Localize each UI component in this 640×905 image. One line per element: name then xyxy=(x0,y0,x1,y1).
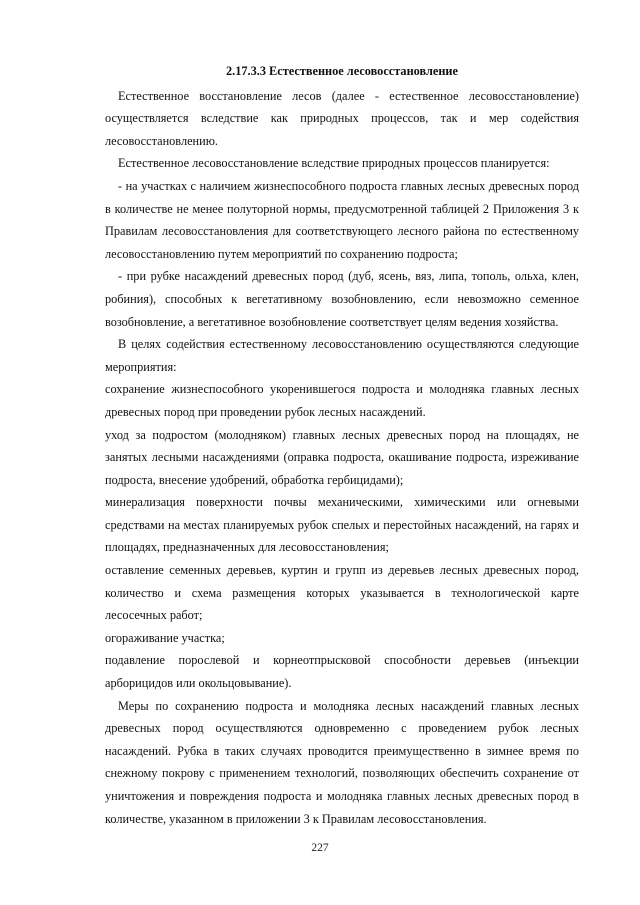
paragraph: огораживание участка; xyxy=(105,630,225,645)
paragraph: - при рубке насаждений древесных пород (дуб, ясень, вяз, липа, тополь, ольха, клен, робиния), способных к вегетативному возобновлению, если невозможно семенное возобновление, а вегетативное возобновление соответствует целям ведения хозяйства. xyxy=(105,269,579,329)
paragraph: уход за подростом (молодняком) главных лесных древесных пород на площадях, не занятых лесными насаждениями (оправка подроста, окашивание подроста, изреживание подроста, внесение удобрений, обработка гербицидами); xyxy=(105,427,579,487)
paragraph: подавление порослевой и корнеотпрысковой способности деревьев (инъекции арборицидов или окольцовывание). xyxy=(105,653,579,691)
page-number: 227 xyxy=(311,842,329,854)
paragraph: В целях содействия естественному лесовосстановлению осуществляются следующие мероприятия: xyxy=(105,337,579,374)
paragraph: - на участках с наличием жизнеспособного подроста главных лесных древесных пород в количестве не менее полуторной нормы, предусмотренной таблицей 2 Приложения 3 к Правилам лесовосстановления для соответствующего лесного района по естественному лесовосстановлению путем мероприятий по сохранению подроста; xyxy=(105,178,579,261)
document-page xyxy=(105,60,579,830)
paragraph: Естественное восстановление лесов (далее - естественное лесовосстановление) осуществляется вследствие как природных процессов, так и мер содействия лесовосстановлению. xyxy=(105,88,579,148)
paragraph: оставление семенных деревьев, куртин и групп из деревьев лесных древесных пород, количество и схема размещения которых указывается в технологической карте лесосечных работ; xyxy=(105,563,579,623)
section-heading: 2.17.3.3 Естественное лесовосстановление xyxy=(226,64,458,78)
paragraph: Меры по сохранению подроста и молодняка лесных насаждений главных лесных древесных пород осуществляются одновременно с проведением рубок лесных насаждений. Рубка в таких случаях проводится преимущественно в зимнее время по снежному покрову с применением технологий, позволяющих обеспечить сохранение от уничтожения и повреждения подроста и молодняка главных лесных древесных пород в количестве, указанном в приложении 3 к Правилам лесовосстановления. xyxy=(105,698,579,826)
paragraph: минерализация поверхности почвы механическими, химическими или огневыми средствами на местах планируемых рубок спелых и перестойных насаждений, на гарях и площадях, предназначенных для лесовосстановления; xyxy=(105,495,579,555)
paragraph: сохранение жизнеспособного укоренившегося подроста и молодняка главных лесных древесных пород при проведении рубок лесных насаждений. xyxy=(105,382,579,419)
document-body xyxy=(105,85,579,831)
paragraph: Естественное лесовосстановление вследствие природных процессов планируется: xyxy=(118,156,550,171)
